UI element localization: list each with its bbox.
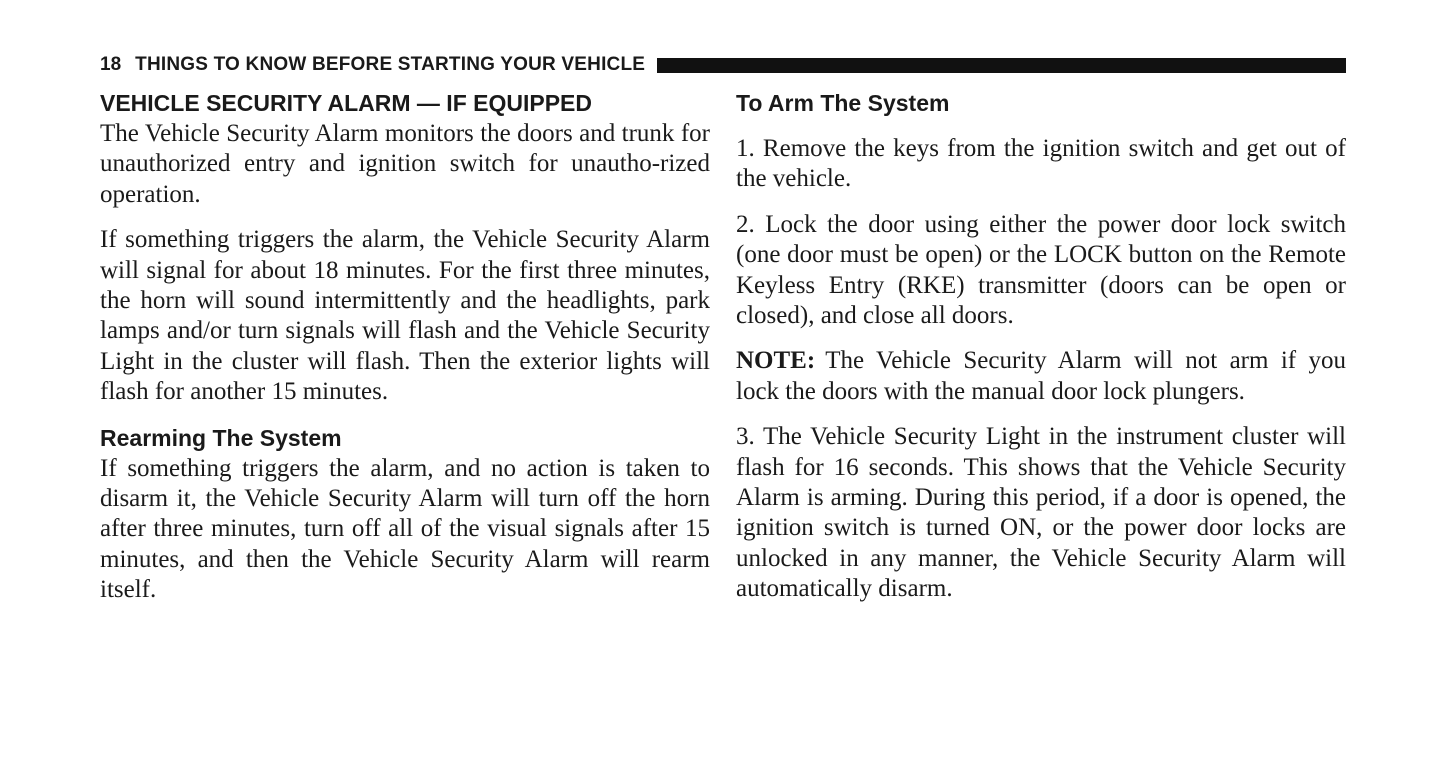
step-3: 3. The Vehicle Security Light in the instrument cluster will flash for 16 seconds. This shows that the Vehicle Security Alarm is arming. During this period, if a door is opened, the ignition switch is turned ON, or the power door locks are unlocked in any manner, the Vehicle Security Alarm will automatically disarm.	[736, 423, 1346, 603]
note-label: NOTE:	[736, 347, 816, 375]
header-rule	[657, 58, 1346, 73]
running-head: THINGS TO KNOW BEFORE STARTING YOUR VEHICLE	[135, 54, 646, 75]
alarm-trigger-paragraph: If something triggers the alarm, the Vehicle Security Alarm will signal for about 18 minutes. For the first three minutes, the horn will sound intermittently and the headlights, park lamps and/or turn signals will flash and the Vehicle Security Light in the cluster will flash. Then the exterior lights will flash for another 15 minutes.	[100, 226, 710, 406]
note-paragraph	[736, 346, 1346, 407]
step-1: 1. Remove the keys from the ignition switch and get out of the vehicle.	[736, 135, 1346, 193]
note-text: The Vehicle Security Alarm will not arm if you lock the doors with the manual door lock plungers.	[736, 347, 1346, 405]
step-2: 2. Lock the door using either the power door lock switch (one door must be open) or the LOCK button on the Remote Keyless Entry (RKE) transmitter (doors can be open or closed), and close all doors.	[736, 210, 1346, 330]
page-number: 18	[100, 54, 122, 75]
rearming-paragraph: If something triggers the alarm, and no action is taken to disarm it, the Vehicle Security Alarm will turn off the horn after three minutes, turn off all of the visual signals after 15 minutes, and then the Vehicle Security Alarm will rearm itself.	[100, 454, 710, 604]
left-column	[100, 88, 710, 621]
right-column	[736, 88, 1346, 620]
section-title: VEHICLE SECURITY ALARM — IF EQUIPPED	[100, 90, 592, 116]
page-header	[100, 54, 1346, 76]
rearming-title: Rearming The System	[100, 424, 342, 451]
intro-paragraph: The Vehicle Security Alarm monitors the doors and trunk for unauthorized entry and ignition switch for unautho-rized operation.	[100, 120, 710, 208]
arm-system-title: To Arm The System	[736, 90, 950, 116]
